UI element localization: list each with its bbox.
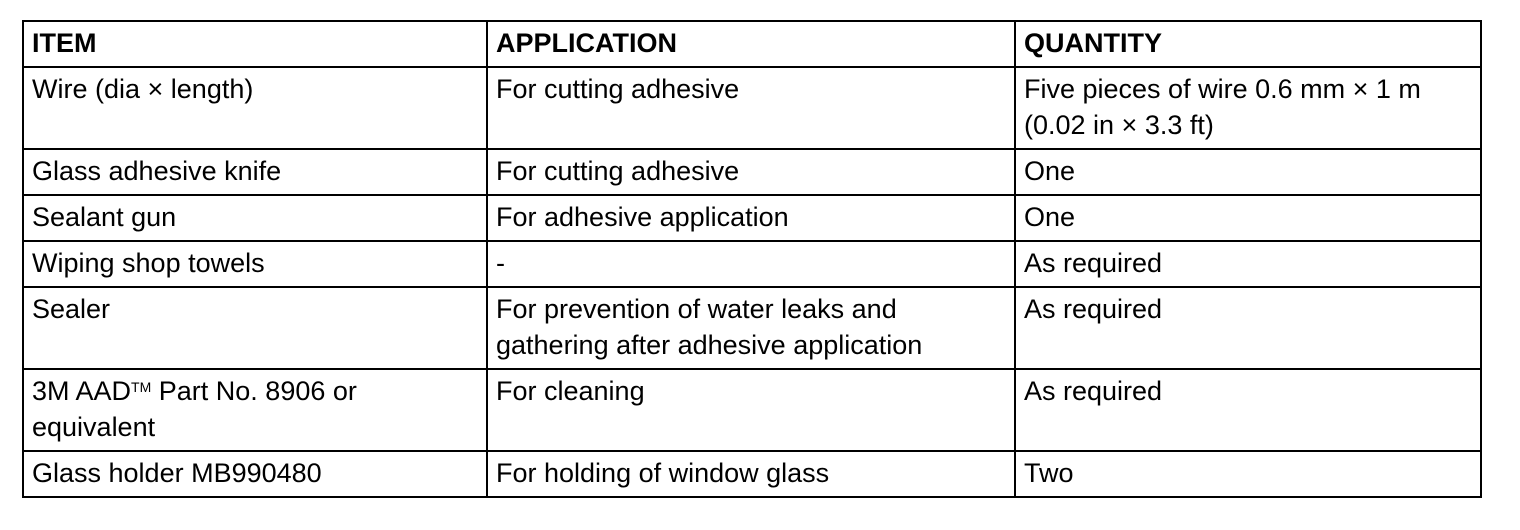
trademark-mark: TM [131,379,152,395]
cell-item: Wire (dia × length) [23,67,487,149]
cell-application: For cutting adhesive [487,149,1015,195]
table-row [23,67,1481,149]
table-row [23,369,1481,451]
cell-quantity: One [1015,149,1481,195]
item-name-prefix: 3M AAD [32,376,132,406]
cell-item: Glass holder MB990480 [23,451,487,497]
cell-application: For cleaning [487,369,1015,451]
table-row [23,149,1481,195]
table-row [23,195,1481,241]
cell-quantity: Five pieces of wire 0.6 mm × 1 m (0.02 in × 3.3 ft) [1015,67,1481,149]
cell-quantity: Two [1015,451,1481,497]
cell-quantity: As required [1015,241,1481,287]
cell-item: Glass adhesive knife [23,149,487,195]
table-header-row [23,21,1481,67]
cell-item: Sealer [23,287,487,369]
cell-quantity: As required [1015,287,1481,369]
cell-item: Wiping shop towels [23,241,487,287]
header-quantity: QUANTITY [1015,21,1481,67]
table-row [23,241,1481,287]
document-page [22,20,1480,498]
cell-item: Sealant gun [23,195,487,241]
cell-application: For holding of window glass [487,451,1015,497]
header-item: ITEM [23,21,487,67]
cell-application: For prevention of water leaks and gathering after adhesive application [487,287,1015,369]
item-name-suffix: Part No. 8906 or equivalent [32,376,357,442]
table-row [23,451,1481,497]
table-row [23,287,1481,369]
cell-application: For cutting adhesive [487,67,1015,149]
cell-quantity: As required [1015,369,1481,451]
cell-application: For adhesive application [487,195,1015,241]
cell-item [23,369,487,451]
cell-application: - [487,241,1015,287]
cell-quantity: One [1015,195,1481,241]
header-application: APPLICATION [487,21,1015,67]
tools-table [22,20,1482,498]
